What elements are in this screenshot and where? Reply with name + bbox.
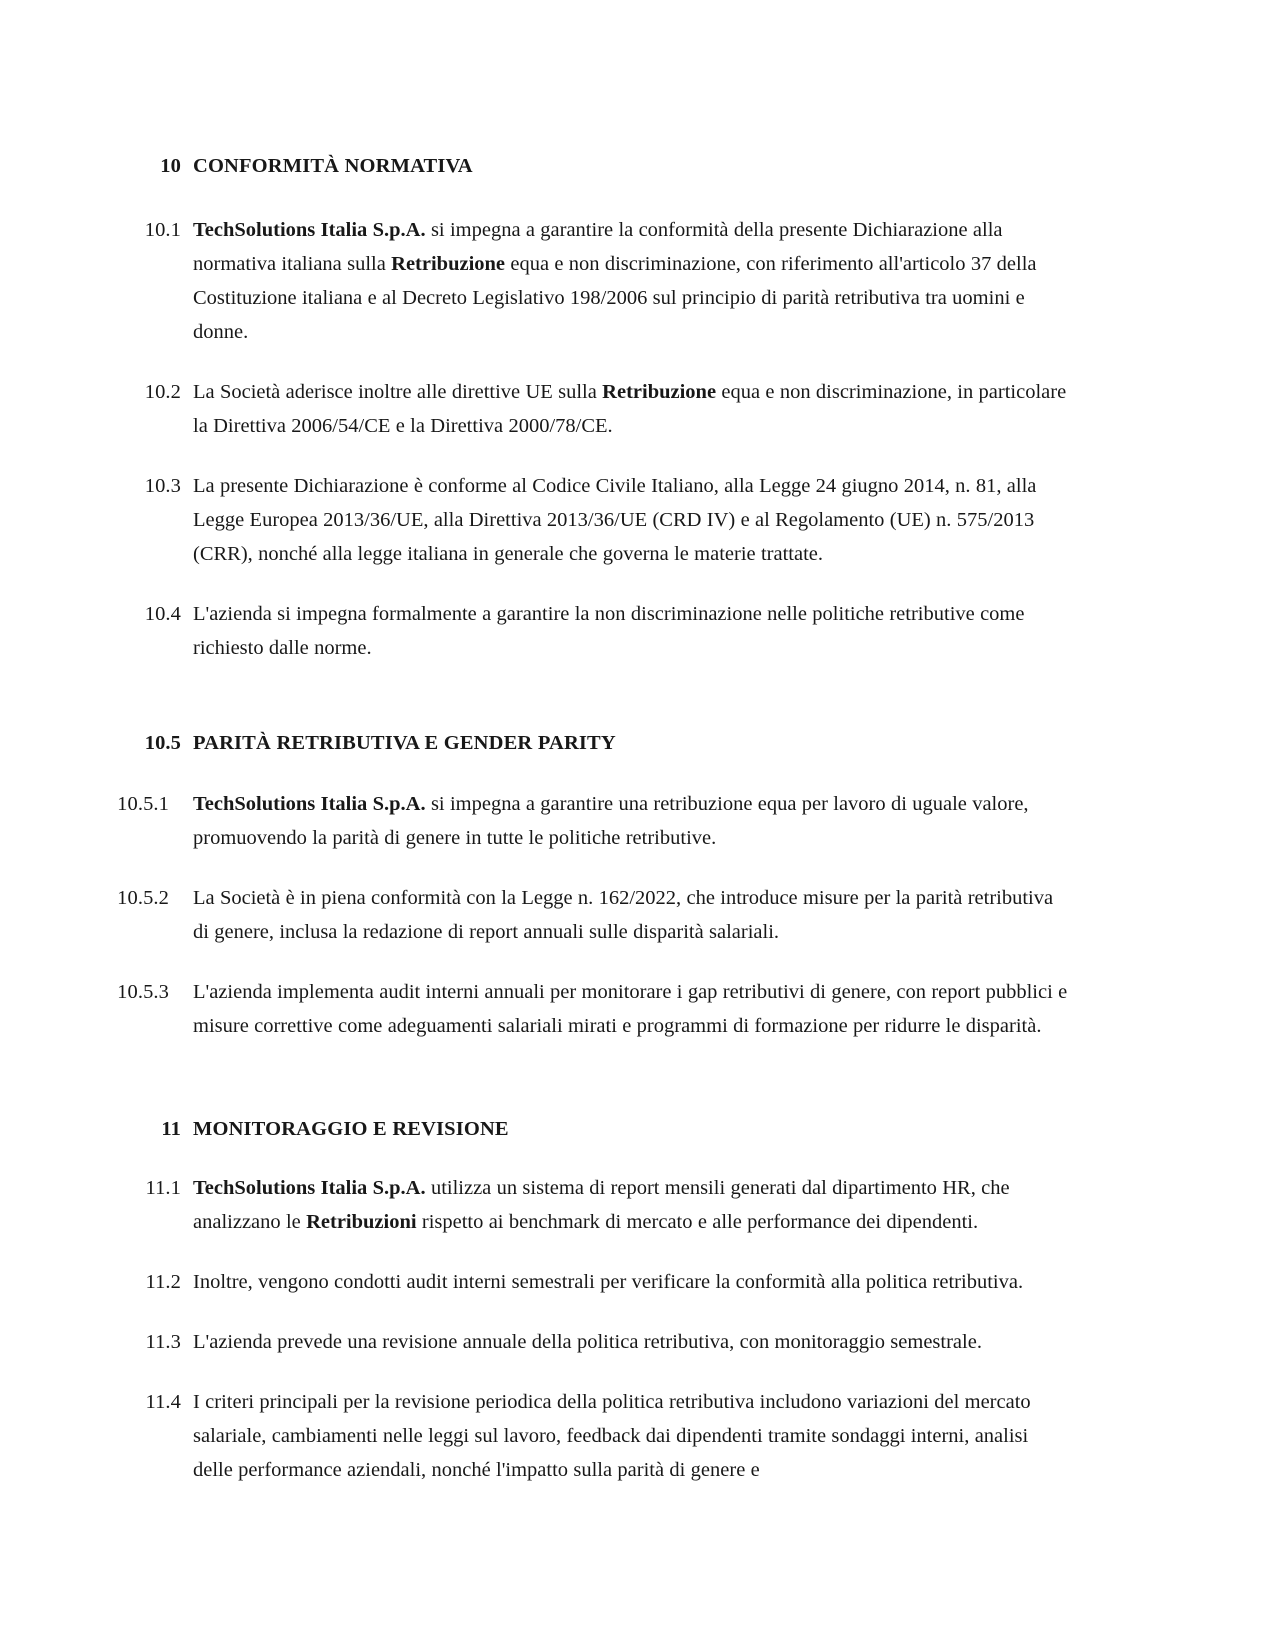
clause-run: La Società aderisce inoltre alle direttive UE sulla [193,381,603,403]
section-number-11: 11 [161,1118,181,1140]
clause-run: si impegna a garantire una retribuzione equa per lavoro di uguale valore, promuovendo la parità di genere in tutte le politiche retributive. [193,793,1029,849]
emphasis-term: Retribuzione [602,381,717,403]
emphasis-term: TechSolutions Italia S.p.A. [193,219,426,241]
clause-text-10-2 [193,375,1070,443]
clause-10-1 [119,213,1070,349]
clause-run: equa e non discriminazione, con riferimento all'articolo 37 della Costituzione italiana e al Decreto Legislativo 198/2006 sul principio di parità retributiva tra uomini e donne. [193,253,1037,343]
clause-text-11-4 [193,1385,1070,1487]
emphasis-term: Retribuzioni [306,1211,417,1233]
section-heading-11 [119,1113,1070,1145]
clause-11-1 [119,1171,1070,1239]
clause-10-4 [119,597,1070,665]
clause-number-10-3: 10.3 [144,475,181,497]
clause-run: L'azienda implementa audit interni annuali per monitorare i gap retributivi di genere, con report pubblici e misure correttive come adeguamenti salariali mirati e programmi di formazione per ridurre le disparità. [193,981,1068,1037]
section-heading-10 [119,150,1070,182]
clause-run: La presente Dichiarazione è conforme al Codice Civile Italiano, alla Legge 24 giugno 2014, n. 81, alla Legge Europea 2013/36/UE, alla Direttiva 2013/36/UE (CRD IV) e al Regolamento (UE) n. 575/2013 (CRR), nonché alla legge italiana in generale che governa le materie trattate. [193,475,1037,565]
clause-number-10-5-2: 10.5.2 [117,887,169,909]
section-title-10-5: PARITÀ RETRIBUTIVA E GENDER PARITY [193,732,616,754]
clause-number-11-4: 11.4 [145,1391,181,1413]
clause-text-11-2 [193,1265,1070,1299]
clause-run: si impegna a garantire la conformità della presente Dichiarazione alla normativa italiana sulla [193,219,1003,275]
emphasis-term: Retribuzione [391,253,506,275]
clause-10-5-1 [119,787,1070,855]
clause-text-10-5-3 [193,975,1070,1043]
clause-number-11-3: 11.3 [145,1331,181,1353]
clause-text-11-3 [193,1325,1070,1359]
clause-text-10-1 [193,213,1070,349]
clause-text-11-1 [193,1171,1070,1239]
section-title-11: MONITORAGGIO E REVISIONE [193,1118,509,1140]
section-number-10: 10 [160,155,181,177]
clause-11-3 [119,1325,1070,1359]
clause-run: Inoltre, vengono condotti audit interni semestrali per verificare la conformità alla politica retributiva. [193,1271,1024,1293]
clause-run: I criteri principali per la revisione periodica della politica retributiva includono variazioni del mercato salariale, cambiamenti nelle leggi sul lavoro, feedback dai dipendenti tramite sondaggi interni, analisi delle performance aziendali, nonché l'impatto sulla parità di genere e [193,1391,1031,1481]
clause-10-2 [119,375,1070,443]
clause-run: L'azienda prevede una revisione annuale della politica retributiva, con monitoraggio semestrale. [193,1331,982,1353]
clause-number-10-5-1: 10.5.1 [117,793,169,815]
section-title-10: CONFORMITÀ NORMATIVA [193,155,473,177]
clause-text-10-4 [193,597,1070,665]
clause-10-5-3 [119,975,1070,1043]
clause-10-5-2 [119,881,1070,949]
clause-10-3 [119,469,1070,571]
section-number-10-5: 10.5 [144,732,181,754]
clause-text-10-5-1 [193,787,1070,855]
clause-run: utilizza un sistema di report mensili generati dal dipartimento HR, che analizzano le [193,1177,1010,1233]
clause-run: La Società è in piena conformità con la Legge n. 162/2022, che introduce misure per la parità retributiva di genere, inclusa la redazione di report annuali sulle disparità salariali. [193,887,1054,943]
emphasis-term: TechSolutions Italia S.p.A. [193,793,426,815]
document-body [119,150,1070,1487]
clause-number-10-2: 10.2 [144,381,181,403]
clause-run: rispetto ai benchmark di mercato e alle performance dei dipendenti. [416,1211,979,1233]
clause-11-4 [119,1385,1070,1487]
clause-11-2 [119,1265,1070,1299]
clause-number-10-1: 10.1 [144,219,181,241]
clause-run: equa e non discriminazione, in particolare la Direttiva 2006/54/CE e la Direttiva 2000/78/CE. [193,381,1067,437]
clause-number-11-1: 11.1 [145,1177,181,1199]
clause-number-10-5-3: 10.5.3 [117,981,169,1003]
clause-text-10-3 [193,469,1070,571]
clause-number-10-4: 10.4 [144,603,181,625]
emphasis-term: TechSolutions Italia S.p.A. [193,1177,426,1199]
clause-run: L'azienda si impegna formalmente a garantire la non discriminazione nelle politiche retributive come richiesto dalle norme. [193,603,1025,659]
clause-number-11-2: 11.2 [145,1271,181,1293]
section-heading-10-5 [119,727,1070,759]
clause-text-10-5-2 [193,881,1070,949]
